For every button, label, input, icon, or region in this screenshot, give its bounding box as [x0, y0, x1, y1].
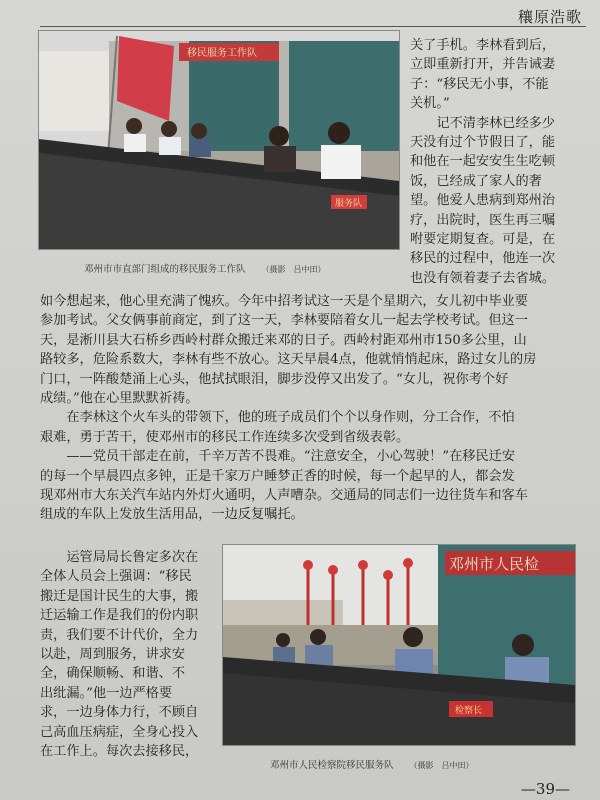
- caption-text: 邓州市市直部门组成的移民服务工作队: [84, 264, 246, 275]
- text-line: 己高血压病症，全身心投入: [40, 724, 199, 740]
- text-line: 天，是淅川县大石桥乡西岭村群众搬迁来邓的日子。西岭村距邓州市150多公里，山: [40, 332, 527, 348]
- text-line: 饭，已经成了家人的奢: [410, 173, 542, 189]
- text-line: 望。他爱人患病到郑州治: [410, 193, 556, 209]
- text-line: 以赴，周到服务，讲求安: [40, 647, 186, 663]
- text-line: 关机。”: [410, 96, 450, 112]
- text-line: 在工作上。每次去接移民，: [40, 744, 199, 760]
- text-line: 咐要定期复查。可是，在: [410, 232, 556, 248]
- text-line: 的每一个早晨四点多钟，正是千家万户睡梦正香的时候，每一个起早的人，都会发: [40, 468, 515, 484]
- text-line: 移民的过程中，他连一次: [410, 251, 556, 267]
- photo-procuratorate-image: [223, 545, 575, 745]
- photo-service-team-caption: [84, 261, 326, 275]
- text-line: 天没有过个节假日了，能: [410, 135, 556, 151]
- text-line: 全，确保顺畅、和谐、不: [40, 666, 186, 682]
- text-line: 立即重新打开，并告诫妻: [410, 57, 556, 73]
- text-line: 出纰漏。”他一边严格要: [40, 685, 173, 701]
- text-line: 艰难，勇于苦干，使邓州市的移民工作连续多次受到省级表彰。: [40, 429, 410, 445]
- text-line: 成绩。”他在心里默默祈祷。: [40, 391, 199, 407]
- text-line: 现邓州市大东关汽车站内外灯火通明，人声嘈杂。交通局的同志们一边往货车和客车: [40, 488, 528, 504]
- text-line: 路较多，危险系数大，李林有些不放心。这天早晨4点，他就悄悄起床，路过女儿的房: [40, 352, 537, 368]
- text-line: 参加考试。父女俩事前商定，到了这一天，李林要陪着女儿一起去学校考试。但这一: [40, 313, 528, 329]
- photo2-sign-text: 邓州市人民检: [449, 555, 540, 573]
- text-line: 迁运输工作是我们的份内职: [40, 608, 199, 624]
- text-line: 子：“移民无小事，不能: [410, 76, 549, 92]
- caption-credit: （摄影 吕中田）: [261, 265, 326, 274]
- caption-credit: （摄影 吕中田）: [409, 761, 474, 770]
- text-line: 责，我们要不计代价，全力: [40, 627, 199, 643]
- photo-service-team-image: [39, 31, 399, 249]
- photo2-name-tag: 检察长: [455, 706, 483, 716]
- caption-text: 邓州市人民检察院移民服务队: [270, 760, 394, 771]
- text-line: 组成的车队上发放生活用品，一边反复嘱托。: [40, 507, 304, 523]
- text-line: 求，一边身体力行，不顾自: [40, 705, 199, 721]
- header-rule: [40, 26, 586, 27]
- text-line: 在李林这个火车头的带领下，他的班子成员们个个以身作则，分工合作，不怕: [40, 410, 515, 426]
- photo-service-team: [38, 30, 400, 250]
- right-column-text: [410, 36, 586, 288]
- text-line: 门口，一阵酸楚涌上心头，他拭拭眼泪，脚步没停又出发了。“女儿，祝你考个好: [40, 371, 509, 387]
- page-number: —39—: [520, 780, 570, 798]
- text-line: 搬迁是国计民生的大事，搬: [40, 588, 199, 604]
- text-line: 关了手机。李林看到后，: [410, 38, 556, 53]
- photo1-name-tag: 服务队: [335, 199, 363, 209]
- text-line: 疗，出院时，医生再三嘱: [410, 212, 556, 228]
- left-column-text: [40, 548, 220, 761]
- photo-procuratorate-caption: [270, 757, 474, 771]
- text-line: 运管局局长鲁定多次在: [40, 550, 199, 565]
- text-line: 和他在一起安安生生吃顿: [410, 154, 556, 170]
- full-width-text: [40, 292, 588, 525]
- photo1-banner-text: 移民服务工作队: [187, 48, 257, 59]
- running-header: 穰原浩歌: [517, 8, 582, 26]
- text-line: 也没有领着妻子去省城。: [410, 270, 556, 286]
- text-line: 如今想起来，他心里充满了愧疚。今年中招考试这一天是个星期六，女儿初中毕业要: [40, 294, 528, 309]
- text-line: 记不清李林已经多少: [410, 115, 556, 131]
- text-line: 全体人员会上强调：“移民: [40, 569, 192, 585]
- photo-procuratorate-team: [222, 544, 576, 746]
- text-line: ——党员干部走在前，千辛万苦不畏难。“注意安全，小心驾驶！”在移民迁安: [40, 449, 516, 465]
